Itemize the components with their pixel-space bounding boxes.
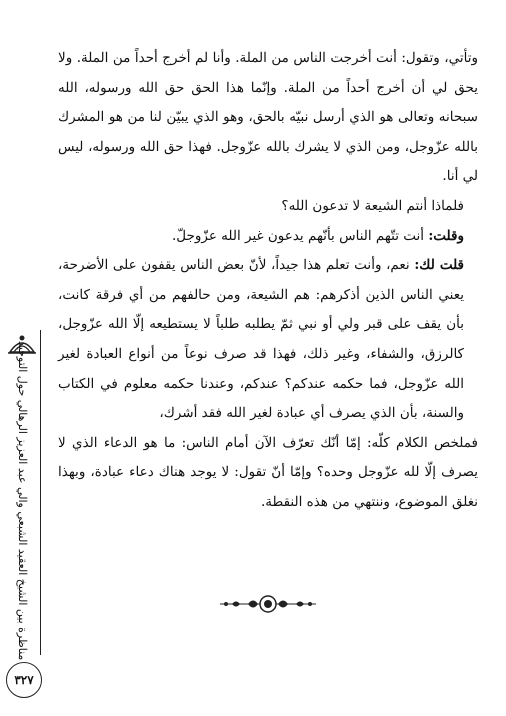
question-line: فلماذا أنتم الشيعة لا تدعون الله؟ bbox=[281, 197, 464, 214]
main-text bbox=[58, 44, 478, 518]
statement-text: أنت تتّهم الناس بأنّهم يدعون غير الله عزّوجلّ. bbox=[171, 227, 425, 244]
paragraph bbox=[58, 251, 478, 429]
paragraph-text: نعم، وأنت تعلم هذا جيداً، لأنّ بعض الناس يقفون على الأضرحة، يعني الناس الذين أذكرهم: هم الشيعة، ومن حالفهم من أي فرقة كانت، بأن يقف على قبر ولي أو نبي ثمّ يطلبه طلباً لا يستطيعه إلّا الله عزّوجل، كالرزق، والشفاء، وغير ذلك، فهذا قد صرف نوعاً من أنواع العبادة لغير الله عزّوجل، فما حكمه عندكم؟ عندكم، وعندنا حكمه معلوم في الكتاب والسنة، بأن الذي يصرف أي عبادة لغير الله فقد أشرك، bbox=[58, 257, 464, 422]
page-number: ٣٢٧ bbox=[6, 662, 42, 698]
statement-line bbox=[58, 222, 478, 252]
margin-rule bbox=[40, 330, 41, 655]
floral-divider-icon bbox=[218, 593, 318, 615]
running-header: مناظرة بين الشيخ العقيد الشبعي والي عبد العزيز الرهالي حول التوحيد bbox=[16, 340, 29, 660]
speaker-label: قلت لك: bbox=[414, 257, 465, 274]
speaker-label: وقلت: bbox=[428, 227, 464, 244]
paragraph: وتأتي، وتقول: أنت أخرجت الناس من الملة. وأنا لم أخرج أحداً من الملة. ولا يحق لي أن أخرج أحداً من الملة. وإنّما هذا الحق حق الله ورسوله، الله سبحانه وتعالى هو الذي أرسل نبيّه بالحق، وهو الذي يبيّن لنا من هو المشرك بالله عزّوجل، ومن الذي لا يشرك بالله عزّوجل. فهذا حق الله ورسوله، ليس لي أنا. bbox=[58, 50, 478, 185]
paragraph: فملخص الكلام كلّه: إمّا أنّك تعرّف الآن أمام الناس: ما هو الدعاء الذي لا يصرف إلّا لله عزّوجل وحده؟ وإمّا أنّ تقول: لا يوجد هناك دعاء عبادة، وبهذا نغلق الموضوع، وننتهي من هذه النقطة. bbox=[58, 434, 478, 510]
